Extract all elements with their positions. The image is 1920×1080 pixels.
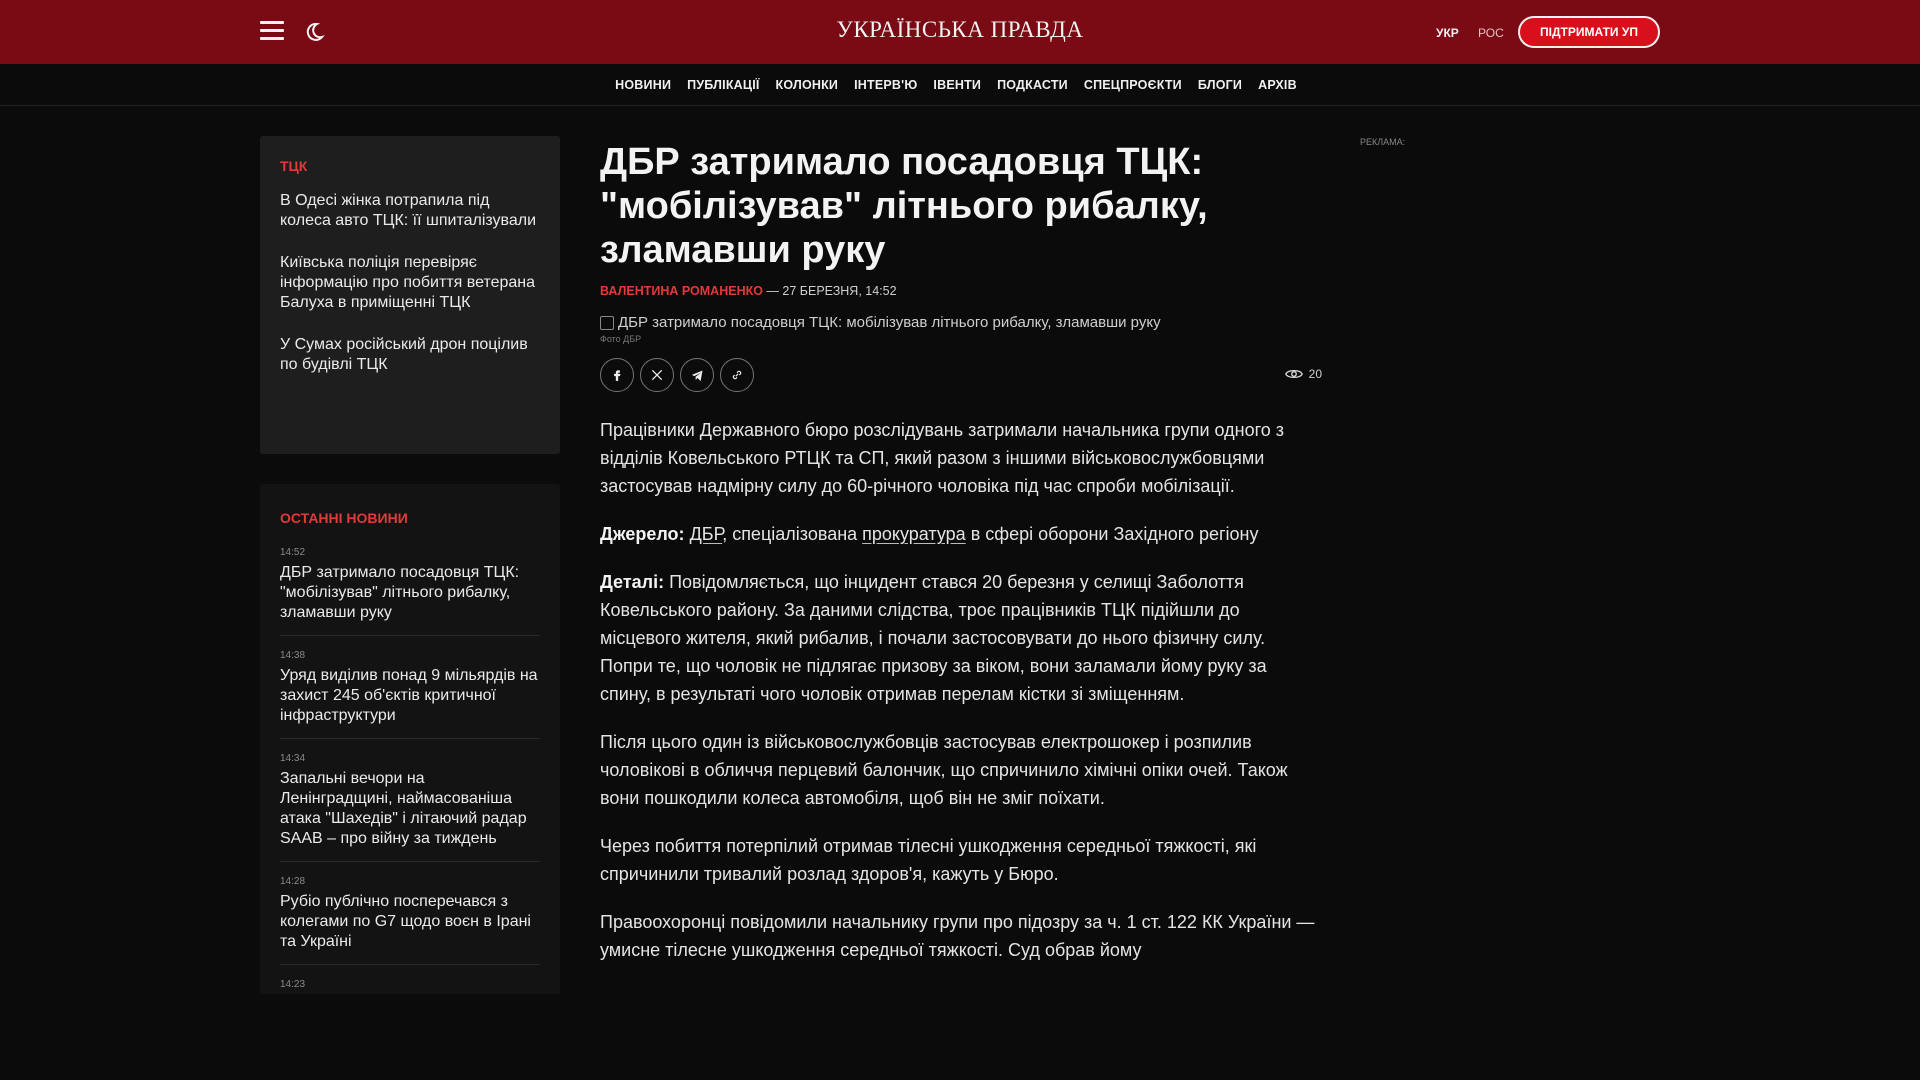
tck-related-box [260,136,560,454]
source-label: Джерело: [600,524,685,544]
facebook-icon[interactable] [600,358,634,392]
nav-specprojects[interactable]: СПЕЦПРОЄКТИ [1083,77,1182,92]
latest-news-title[interactable]: ОСТАННІ НОВИНИ [280,510,408,526]
page-bottom-mask [0,994,1920,1080]
x-icon[interactable] [640,358,674,392]
latest-news-item[interactable] [280,872,540,965]
paragraph: Правоохоронці повідомили начальнику групи про підозру за ч. 1 ст. 122 КК України — умисне тілесне ушкодження середньої тяжкості. Суд обрав йому [600,912,1315,960]
tck-item[interactable]: В Одесі жінка потрапила під колеса авто ТЦК: її шпиталізували [280,192,537,229]
news-title[interactable]: Запальні вечори на Ленінградщині, наймасованіша атака "Шахедів" і літаючий радар SAAB – про війну за тиждень [280,770,527,847]
main-nav [0,64,1920,106]
latest-news-item[interactable] [280,646,540,739]
link-icon[interactable] [720,358,754,392]
nav-interview[interactable]: ІНТЕРВ'Ю [854,77,918,92]
news-time: 14:52 [280,547,306,558]
latest-news-box [260,484,560,994]
tck-item[interactable]: Київська поліція перевіряє інформацію про побиття ветерана Балуха в приміщенні ТЦК [280,254,536,311]
news-time: 14:34 [280,753,306,764]
lang-ukr-link[interactable]: УКР [1436,26,1459,40]
support-button[interactable]: ПІДТРИМАТИ УП [1518,16,1660,48]
dbr-link[interactable]: ДБР [689,524,723,544]
paragraph: Працівники Державного бюро розслідувань затримали начальника групи одного з відділів Ковельського РТЦК та СП, який разом з іншими військовослужбовцями застосував надмірну силу до 60-річного чоловіка під час спроби мобілізації. [600,420,1285,496]
eye-icon [1285,368,1303,380]
site-logo[interactable]: УКРАЇНСЬКА ПРАВДА [836,17,1084,42]
nav-archive[interactable]: АРХІВ [1258,77,1297,92]
article [600,140,1322,984]
latest-news-item[interactable] [280,543,540,636]
details-paragraph [600,568,1322,708]
share-row [600,358,1322,394]
news-title[interactable]: Уряд виділив понад 9 мільярдів на захист 245 об'єктів критичної інфраструктури [280,667,538,724]
prosecutor-link[interactable]: прокуратура [862,524,966,544]
byline [600,284,1322,298]
news-title[interactable]: ДБР затримало посадовця ТЦК: "мобілізував" літнього рибалку, зламавши руку [280,564,520,621]
author-link[interactable]: ВАЛЕНТИНА РОМАНЕНКО [600,284,763,298]
source-paragraph [600,520,1322,548]
source-text: в сфері оборони Західного регіону [965,524,1259,544]
nav-columns[interactable]: КОЛОНКИ [775,77,839,92]
nav-blogs[interactable]: БЛОГИ [1197,77,1243,92]
lang-ros-link[interactable]: РОС [1478,26,1504,40]
article-photo [600,314,1322,331]
news-time: 14:28 [280,876,306,887]
top-bar [0,0,1920,64]
nav-news[interactable]: НОВИНИ [615,77,672,92]
telegram-icon[interactable] [680,358,714,392]
paragraph: Через побиття потерпілий отримав тілесні ушкодження середньої тяжкості, які спричинили тривалий розлад здоров'я, кажуть у Бюро. [600,836,1257,884]
news-time: 14:38 [280,650,306,661]
paragraph: Після цього один із військовослужбовців застосував електрошокер і розпилив чоловікові в обличчя перцевий балончик, що спричинило хімічні опіки очей. Також вони пошкодили колеса автомобіля, щоб він не зміг поїхати. [600,732,1288,808]
ad-label: РЕКЛАМА: [1360,137,1406,147]
tck-item[interactable]: У Сумах російський дрон поцілив по будівлі ТЦК [280,336,528,373]
views-counter [1285,367,1322,381]
nav-podcasts[interactable]: ПОДКАСТИ [997,77,1068,92]
details-label: Деталі: [600,572,665,592]
news-title[interactable]: Рубіо публічно посперечався з колегами по G7 щодо воєн в Ірані та Україні [280,893,531,950]
article-date: — 27 БЕРЕЗНЯ, 14:52 [762,284,897,298]
tck-section-title[interactable]: ТЦК [280,158,308,174]
nav-events[interactable]: ІВЕНТИ [933,77,982,92]
source-text: , спеціалізована [722,524,863,544]
photo-caption: Фото ДБР [600,334,642,344]
details-text: Повідомляється, що інцидент стався 20 березня у селищі Заболоття Ковельського району. За даними слідства, троє працівників ТЦК підійшли до місцевого жителя, який рибалив, і почали застосовувати до нього фізичну силу. Попри те, що чоловік не підлягає призову за віком, вони заламали йому руку за спину, в результаті чого чоловік отримав перелам кістки зі зміщенням. [600,572,1267,704]
latest-news-item[interactable] [280,749,540,862]
article-body [600,416,1322,964]
article-headline: ДБР затримало посадовця ТЦК: "мобілізував" літнього рибалку, зламавши руку [600,141,1208,271]
views-count: 20 [1308,367,1322,381]
nav-publications[interactable]: ПУБЛІКАЦІЇ [687,77,760,92]
photo-alt-text: ДБР затримало посадовця ТЦК: мобілізував літнього рибалку, зламавши руку [618,314,1161,331]
news-time: 14:23 [280,979,306,990]
broken-image-icon [600,316,614,330]
